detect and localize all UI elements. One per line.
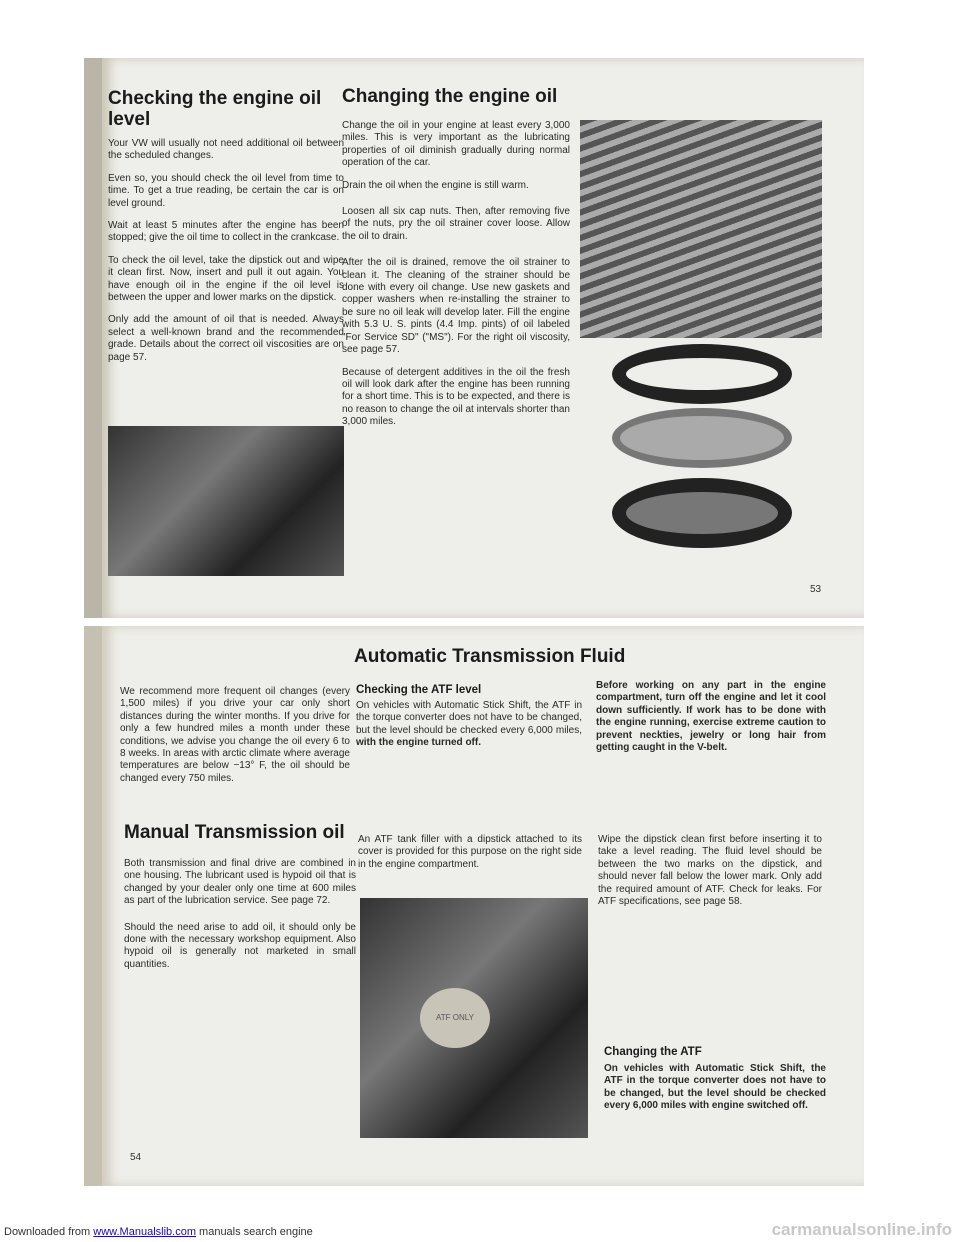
paragraph: Change the oil in your engine at least every 3,000 miles. This is very important as the lubricating properties of oil diminish gradually during normal operation of the car.	[342, 120, 570, 169]
section-title-changing-oil: Changing the engine oil	[342, 86, 558, 107]
safety-warning: Before working on any part in the engine compartment, turn off the engine and let it cool down sufficiently. If work has to be done with the engine running, exercise extreme caution to prevent neckties, jewelry or long hair from getting caught in the V-belt.	[596, 680, 826, 754]
section-title-atf: Automatic Transmission Fluid	[354, 646, 626, 667]
oil-change-recommendation	[120, 686, 350, 795]
paragraph: Because of detergent additives in the oil the fresh oil will look dark after the engine has been running for a short time. This is to be expected, and there is no reason to change the oil at intervals shorter than 3,000 miles.	[342, 366, 570, 428]
paragraph: After the oil is drained, remove the oil strainer to clean it. The cleaning of the strainer should be done with every oil change. Use new gaskets and copper washers when re-installing the strainer to be sure no oil leak will develop later. Fill the engine with 5.3 U. S. pints (4.4 Imp. pints) of oil labeled "For Service SD" ("MS"). For the right oil viscosity, see page 57.	[342, 257, 570, 356]
page-53	[84, 58, 864, 618]
paragraph: Drain the oil when the engine is still warm.	[342, 179, 529, 191]
paragraph: Should the need arise to add oil, it should only be done with the necessary workshop equipment. Also hypoid oil is generally not marketed in small quantities.	[124, 921, 356, 970]
atf-cap-label: ATF ONLY	[420, 988, 490, 1048]
section-title-manual-transmission: Manual Transmission oil	[124, 822, 345, 843]
paragraph: Wait at least 5 minutes after the engine has been stopped; give the oil time to collect in the crankcase.	[108, 220, 344, 244]
watermark: carmanualsonline.info	[771, 1220, 952, 1239]
download-footer	[4, 1226, 313, 1238]
paragraph: Even so, you should check the oil level from time to time. To get a true reading, be certain the car is on level ground.	[108, 172, 344, 209]
changing-oil-text	[342, 120, 570, 439]
atf-filler-photo	[360, 898, 588, 1138]
manual-transmission-text	[124, 858, 356, 981]
changing-atf-text: On vehicles with Automatic Stick Shift, the ATF in the torque converter does not have to be changed, but the level should be checked every 6,000 miles with engine switched off.	[604, 1063, 826, 1112]
page-number: 54	[130, 1152, 142, 1163]
page-number: 53	[810, 584, 822, 595]
paragraph: We recommend more frequent oil changes (every 1,500 miles) if you drive your car only short distances during the winter months. If you drive for only a few hundred miles a month under these conditions, we advise you change the oil every 6 to 8 weeks. In areas with arctic climate where average temperatures are below −13° F, the oil should be changed every 750 miles.	[120, 686, 350, 784]
dipstick-wipe-text: Wipe the dipstick clean first before inserting it to take a level reading. The fluid level should be between the two marks on the dipstick, and should never fall below the lower mark. Only add the required amount of ATF. Check for leaks. For ATF specifications, see page 58.	[598, 834, 822, 908]
page-54	[84, 626, 864, 1186]
bold-text: with the engine turned off.	[356, 737, 481, 749]
section-title-checking-oil: Checking the engine oil level	[108, 88, 322, 130]
checking-atf-text	[356, 700, 582, 750]
paragraph: To check the oil level, take the dipstick out and wipe it clean first. Now, insert and pull it out again. You have enough oil in the engine if the oil level is between the upper and lower marks on the dipstick.	[108, 254, 344, 304]
footer-text: manuals search engine	[195, 1226, 313, 1238]
paragraph: Loosen all six cap nuts. Then, after removing five of the nuts, pry the oil strainer cover loose. Allow the oil to drain.	[342, 206, 570, 242]
paragraph: Both transmission and final drive are combined in one housing. The lubricant used is hypoid oil that is changed by your dealer only one time at 600 miles as part of the lubrication service. See page 72.	[124, 858, 356, 907]
dipstick-photo	[108, 426, 344, 576]
paragraph: Your VW will usually not need additional oil between the scheduled changes.	[108, 138, 344, 162]
text: On vehicles with Automatic Stick Shift, the ATF in the torque converter does not have to be changed, but the level should be checked every 6,000 miles,	[356, 700, 582, 736]
oil-strainer-photo	[580, 120, 822, 338]
subtitle-checking-atf: Checking the ATF level	[356, 684, 482, 696]
paragraph: Only add the amount of oil that is needed. Always select a well-known brand and the recommended grade. Details about the correct oil viscosities are on page 57.	[108, 314, 344, 363]
manualslib-link[interactable]: www.Manualslib.com	[93, 1226, 196, 1238]
strainer-parts-illustration	[602, 338, 802, 558]
atf-filler-text: An ATF tank filler with a dipstick attached to its cover is provided for this purpose on the right side in the engine compartment.	[358, 834, 582, 870]
subtitle-changing-atf: Changing the ATF	[604, 1046, 702, 1058]
checking-oil-text	[108, 138, 344, 374]
footer-text: Downloaded from	[4, 1226, 94, 1238]
